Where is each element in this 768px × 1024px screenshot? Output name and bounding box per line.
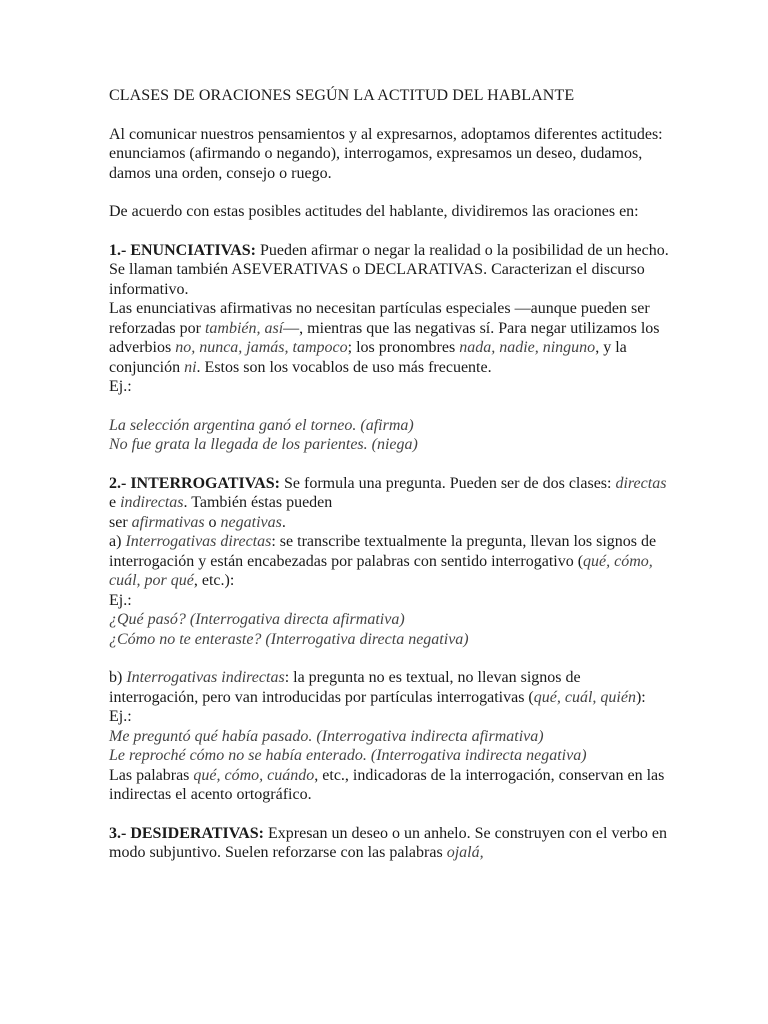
text-run: o [204,513,221,531]
text-run: a) [109,533,126,550]
text-run: : la pregunta no es textual, no llevan signos de interrogación, pero van introducidas por partículas interrogativas ( [109,669,581,706]
text-run: , y la conjunción [109,339,627,376]
italic-words: nada, nadie, ninguno [459,339,596,356]
example-sentence: No fue grata la llegada de los parientes. (niega) [109,436,418,453]
section-heading-desiderativas: 3.- DESIDERATIVAS: [109,824,264,842]
example-label: Ej.: [109,708,132,725]
text-run: Expresan un deseo o un anhelo. Se construyen con el verbo en modo subjuntivo. Suelen reforzarse con las palabras [109,824,667,861]
text-run: . [281,513,286,531]
example-label: Ej.: [109,591,132,609]
intro-paragraph-2: De acuerdo con estas posibles actitudes del hablante, dividiremos las oraciones en: [109,203,639,220]
text-run: : se transcribe textualmente la pregunta, llevan los signos de interrogación y están encabezadas por palabras con sentido interrogativo ( [109,533,657,570]
example-sentence: Le reproché cómo no se había enterado. (Interrogativa indirecta negativa) [109,747,587,764]
text-run: ; los pronombres [347,339,460,356]
text-run: —, mientras que las negativas sí. Para negar utilizamos los adverbios [109,319,660,356]
page-title: CLASES DE ORACIONES SEGÚN LA ACTITUD DEL HABLANTE [109,87,575,104]
italic-words: indirectas [120,494,184,511]
intro-paragraph-1: Al comunicar nuestros pensamientos y al expresarnos, adoptamos diferentes actitudes: enunciamos (afirmando o negando), interrogamos, expresamos un deseo, dudamos, damos una orden, consejo o ruego. [109,125,663,182]
text-run: . Estos son los vocablos de uso más frecuente. [196,358,492,376]
italic-words: no, nunca, jamás, tampoco [175,339,348,356]
interrogativas-indirectas [109,668,669,707]
italic-words: ni [184,358,197,376]
italic-words: qué, cómo, cuál, por qué [109,552,653,589]
example-sentence: Me preguntó qué había pasado. (Interrogativa indirecta afirmativa) [109,727,544,745]
enunciativas-explanation [109,299,669,377]
enunciativas-definition: Pueden afirmar o negar la realidad o la posibilidad de un hecho. Se llaman también ASEVERATIVAS o DECLARATIVAS. Caracterizan el discurso informativo. [109,241,669,298]
text-run: , etc.): [193,572,235,589]
italic-words: también, así [204,319,284,337]
text-run: ): [635,688,646,706]
section-enunciativas [109,241,669,300]
document-body [109,86,669,863]
example-sentence: ¿Qué pasó? (Interrogativa directa afirmativa) [109,611,405,628]
text-run: , etc., indicadoras de la interrogación, conservan en las indirectas el acento ortográfico. [109,766,665,803]
italic-words: ojalá, [446,844,484,861]
section-interrogativas [109,474,669,513]
interrogativas-directas [109,532,669,591]
text-run: b) [109,669,127,686]
text-run: Se formula una pregunta. Pueden ser de dos clases: [280,474,616,492]
text-run: e [109,494,121,511]
italic-words: qué, cuál, quién [533,688,636,706]
example-label: Ej.: [109,378,132,395]
accent-note [109,766,669,805]
text-run: Las palabras [109,766,194,784]
section-desiderativas [109,824,669,863]
italic-words: directas [615,474,667,492]
italic-words: Interrogativas directas [125,533,272,550]
italic-words: Interrogativas indirectas [126,669,285,686]
text-run: Las enunciativas afirmativas no necesitan partículas especiales —aunque pueden ser reforzadas por [109,300,650,337]
italic-words: negativas [220,513,282,531]
example-sentence: La selección argentina ganó el torneo. (afirma) [109,416,414,434]
text-run: ser [109,513,132,531]
italic-words: qué, cómo, cuándo [193,766,315,784]
section-heading-enunciativas: 1.- ENUNCIATIVAS: [109,241,256,259]
interrogativas-types [109,513,669,533]
example-sentence: ¿Cómo no te enteraste? (Interrogativa directa negativa) [109,630,469,648]
italic-words: afirmativas [131,513,205,531]
section-heading-interrogativas: 2.- INTERROGATIVAS: [109,474,280,492]
text-run: . También éstas pueden [183,494,333,511]
